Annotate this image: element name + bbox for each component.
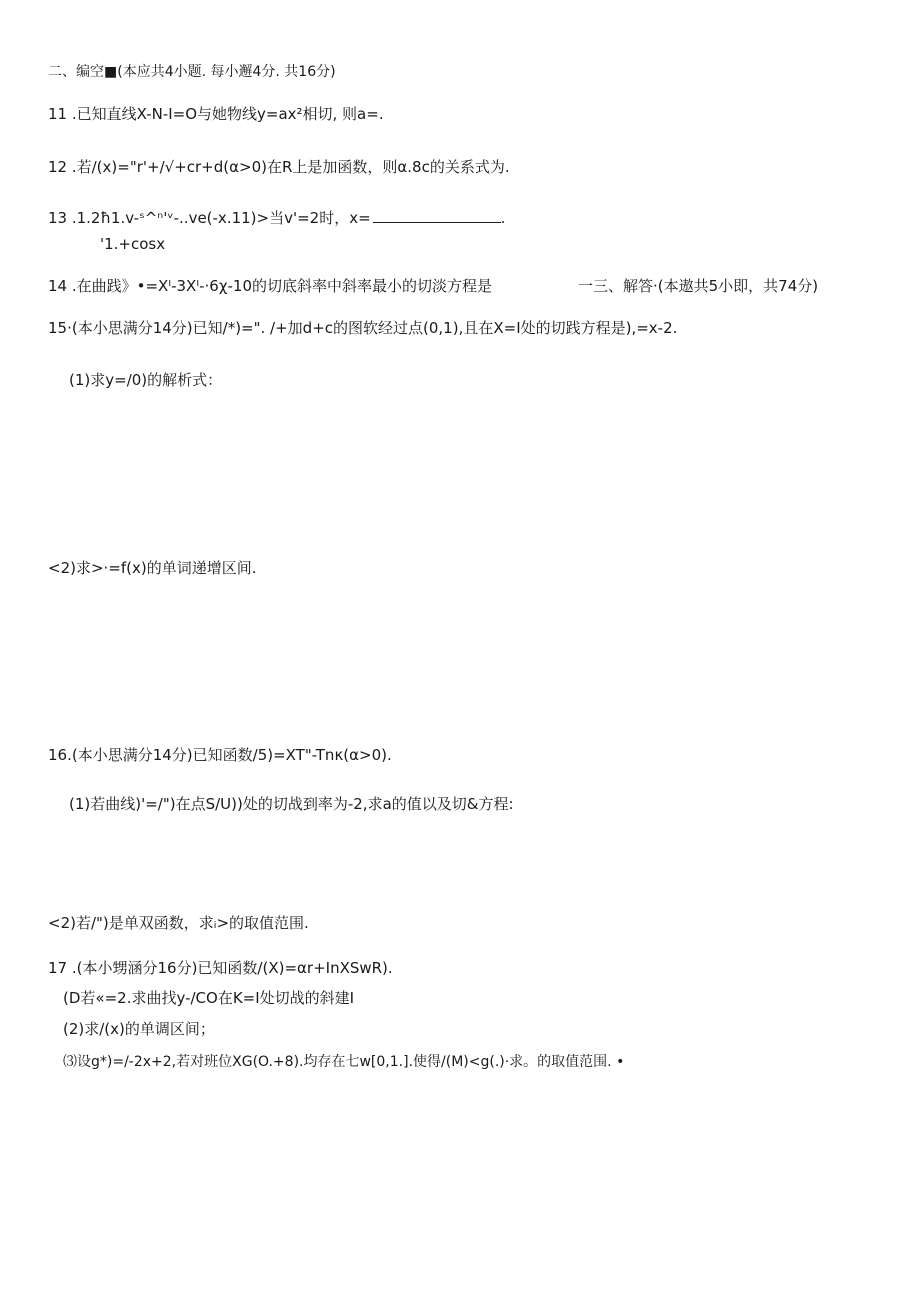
question-17: 17 .(本小甥涵分16分)已知函数/(X)=αr+InXSwR). — [48, 959, 393, 977]
section-2-heading: 二、编空■(本应共4小题. 每小邂4分. 共16分) — [48, 64, 336, 80]
question-17-part-3: ⑶设g*)=/-2x+2,若对班位XG(O.+8).均存在七w[0,1.].使得/(M)<g(.)·求。的取值范围. • — [63, 1054, 625, 1070]
question-16-part-1: (1)若曲线)'=/")在点S/U))处的切战到率为-2,求a的值以及切&方程: — [69, 795, 514, 813]
question-17-part-2: (2)求/(x)的单调区间； — [63, 1020, 215, 1038]
section-3-heading: 一三、解答·(本遨共5小即，共74分) — [578, 277, 819, 295]
question-14: 14 .在曲践》•=Xᴵ-3Xᴵ-·6χ-10的切底斜率中斜率最小的切淡方程是 — [48, 277, 493, 295]
question-16-part-2: <2)若/")是单双函数，求ᵢ>的取值范围. — [48, 914, 309, 932]
question-15: 15·(本小思满分14分)已知/*)=". /+加d+c的图软经过点(0,1),且在X=I处的切践方程是),=x-2. — [48, 319, 678, 337]
question-15-part-1: (1)求y=/0)的解析式： — [69, 371, 223, 389]
question-13-end: . — [500, 209, 506, 227]
question-13-subline: '1.+cosx — [100, 235, 166, 253]
question-12: 12 .若/(x)="r'+/√+cr+d(α>0)在R上是加函数，则α.8c的关系式为. — [48, 158, 510, 176]
question-11: 11 .已知直线X-N-I=O与她物线y=ax²相切, 则a=. — [48, 105, 384, 123]
question-13-text: 13 .1.2ħ1.v-ˢ^ⁿ'ᵛ-..ve(-x.11)>当v'=2时，x= — [48, 209, 371, 227]
question-13 — [48, 208, 505, 228]
question-16: 16.(本小思满分14分)已知函数/5)=XT"-Tnκ(α>0). — [48, 746, 392, 764]
question-15-part-2: <2)求>·=f(x)的单词递增区间. — [48, 559, 257, 577]
answer-blank — [373, 208, 501, 223]
question-17-part-1: (D若«=2.求曲找y-/CO在K=I处切战的斜建I — [63, 989, 355, 1007]
